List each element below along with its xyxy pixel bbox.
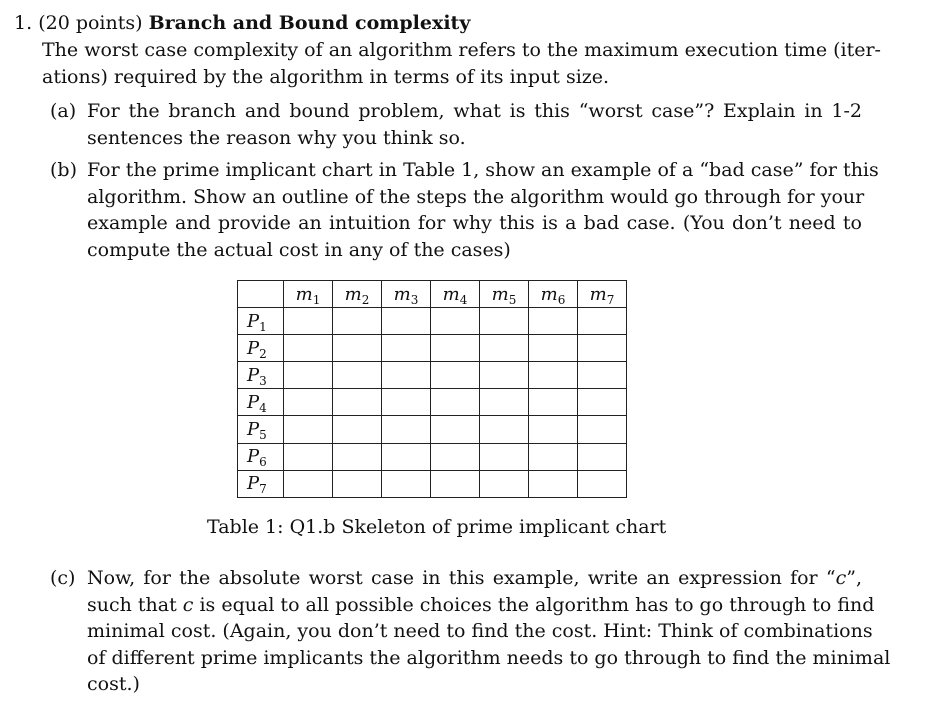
- column-header-m4: [431, 281, 480, 308]
- table-row: [238, 470, 627, 497]
- part-a: [50, 98, 862, 151]
- part-b-line: example and provide an intuition for why this is a bad case. (You don’t need to: [87, 212, 862, 234]
- chart-cell: [333, 443, 382, 470]
- chart-cell: [284, 335, 333, 362]
- chart-cell: [480, 443, 529, 470]
- part-c-line: minimal cost. (Again, you don’t need to find the cost. Hint: Think of combinations: [87, 620, 873, 642]
- part-b-label: (b): [50, 159, 77, 181]
- chart-cell: [431, 308, 480, 335]
- chart-cell: [578, 308, 627, 335]
- part-b: [50, 157, 879, 263]
- table-row: [238, 308, 627, 335]
- chart-cell: [431, 443, 480, 470]
- question-number: 1.: [14, 12, 33, 34]
- part-c-line1-post: ”,: [846, 567, 862, 589]
- chart-cell: [431, 362, 480, 389]
- row-var: P: [247, 473, 260, 495]
- part-a-label: (a): [50, 100, 77, 122]
- table-row: [238, 389, 627, 416]
- column-subscript: 7: [606, 292, 615, 307]
- chart-cell: [333, 416, 382, 443]
- column-subscript: 6: [557, 292, 566, 307]
- chart-cell: [529, 335, 578, 362]
- row-header-p4: [238, 389, 284, 416]
- column-subscript: 4: [459, 292, 468, 307]
- chart-cell: [529, 470, 578, 497]
- chart-cell: [382, 443, 431, 470]
- part-c-line: cost.): [87, 673, 140, 695]
- chart-cell: [284, 443, 333, 470]
- chart-cell: [578, 443, 627, 470]
- column-header-m1: [284, 281, 333, 308]
- chart-cell: [578, 362, 627, 389]
- row-var: P: [247, 446, 260, 468]
- part-a-line: For the branch and bound problem, what is this “worst case”? Explain in 1-2: [87, 100, 862, 122]
- chart-header-row: [238, 281, 627, 308]
- part-b-line: algorithm. Show an outline of the steps the algorithm would go through for your: [87, 185, 865, 208]
- chart-cell: [333, 308, 382, 335]
- chart-cell: [284, 389, 333, 416]
- chart-cell: [284, 416, 333, 443]
- chart-corner-cell: [238, 281, 284, 308]
- column-subscript: 3: [410, 292, 419, 307]
- column-header-m6: [529, 281, 578, 308]
- column-var: m: [589, 283, 607, 305]
- chart-cell: [333, 389, 382, 416]
- chart-cell: [480, 416, 529, 443]
- part-c-line: [87, 592, 875, 619]
- row-header-p6: [238, 443, 284, 470]
- row-header-p7: [238, 470, 284, 497]
- question-points: (20 points): [38, 12, 143, 34]
- chart-cell: [382, 416, 431, 443]
- column-var: m: [540, 283, 558, 305]
- part-c-line1-pre: Now, for the absolute worst case in this example, write an expression for “: [87, 567, 836, 589]
- part-b-line: compute the actual cost in any of the cases): [87, 238, 511, 261]
- var-c: c: [835, 567, 847, 589]
- column-subscript: 1: [312, 292, 321, 307]
- row-subscript: 5: [259, 428, 267, 443]
- column-header-m3: [382, 281, 431, 308]
- part-c-line2-post: is equal to all possible choices the algorithm has to go through to find: [193, 593, 875, 616]
- chart-cell: [480, 308, 529, 335]
- chart-cell: [578, 416, 627, 443]
- chart-cell: [333, 335, 382, 362]
- row-header-p2: [238, 335, 284, 362]
- part-c-label: (c): [50, 567, 76, 589]
- chart-cell: [480, 335, 529, 362]
- column-var: m: [344, 283, 362, 305]
- chart-cell: [284, 308, 333, 335]
- column-subscript: 2: [361, 292, 370, 307]
- row-subscript: 2: [259, 346, 267, 361]
- row-var: P: [247, 337, 260, 359]
- chart-cell: [529, 389, 578, 416]
- intro-line: The worst case complexity of an algorithm refers to the maximum execution time (iter-: [42, 39, 881, 61]
- row-var: P: [247, 310, 260, 332]
- chart-cell: [382, 389, 431, 416]
- table-row: [238, 362, 627, 389]
- chart-cell: [578, 389, 627, 416]
- column-var: m: [442, 283, 460, 305]
- row-header-p1: [238, 308, 284, 335]
- var-c: c: [182, 593, 194, 616]
- chart-body: [238, 308, 627, 498]
- chart-cell: [382, 335, 431, 362]
- row-header-p5: [238, 416, 284, 443]
- chart-cell: [333, 362, 382, 389]
- chart-cell: [382, 470, 431, 497]
- chart-cell: [480, 389, 529, 416]
- row-subscript: 4: [259, 400, 267, 415]
- chart-cell: [382, 308, 431, 335]
- chart-cell: [529, 443, 578, 470]
- chart-cell: [480, 362, 529, 389]
- row-var: P: [247, 364, 260, 386]
- part-a-line: sentences the reason why you think so.: [87, 126, 466, 149]
- intro-line: ations) required by the algorithm in terms of its input size.: [42, 65, 610, 88]
- question-heading: [14, 10, 470, 36]
- row-header-p3: [238, 362, 284, 389]
- chart-cell: [529, 362, 578, 389]
- prime-implicant-chart: [237, 280, 627, 498]
- chart-cell: [431, 335, 480, 362]
- chart-cell: [284, 362, 333, 389]
- row-subscript: 3: [259, 373, 267, 388]
- part-b-line: For the prime implicant chart in Table 1, show an example of a “bad case” for this: [87, 159, 879, 181]
- column-var: m: [393, 283, 411, 305]
- part-c-line: [87, 565, 862, 592]
- column-header-m7: [578, 281, 627, 308]
- table-row: [238, 416, 627, 443]
- row-var: P: [247, 391, 260, 413]
- row-subscript: 1: [259, 319, 267, 334]
- part-c-line: of different prime implicants the algorithm needs to go through to find the minimal: [87, 646, 891, 669]
- chart-cell: [431, 389, 480, 416]
- chart-cell: [284, 470, 333, 497]
- column-header-m2: [333, 281, 382, 308]
- question-title: Branch and Bound complexity: [148, 12, 471, 34]
- row-subscript: 6: [259, 455, 267, 470]
- chart-cell: [431, 416, 480, 443]
- column-subscript: 5: [508, 292, 517, 307]
- row-var: P: [247, 419, 260, 441]
- column-var: m: [491, 283, 509, 305]
- row-subscript: 7: [259, 482, 267, 497]
- chart-cell: [333, 470, 382, 497]
- chart-cell: [480, 470, 529, 497]
- chart-cell: [578, 470, 627, 497]
- part-c-line2-pre: such that: [87, 593, 183, 616]
- chart-cell: [382, 362, 431, 389]
- column-var: m: [295, 283, 313, 305]
- chart-cell: [529, 308, 578, 335]
- part-c: [50, 565, 891, 698]
- chart-cell: [431, 470, 480, 497]
- table-row: [238, 443, 627, 470]
- chart-cell: [529, 416, 578, 443]
- question-intro: [42, 37, 881, 90]
- chart-cell: [578, 335, 627, 362]
- column-header-m5: [480, 281, 529, 308]
- table-caption: Table 1: Q1.b Skeleton of prime implicant chart: [207, 516, 667, 538]
- table-row: [238, 335, 627, 362]
